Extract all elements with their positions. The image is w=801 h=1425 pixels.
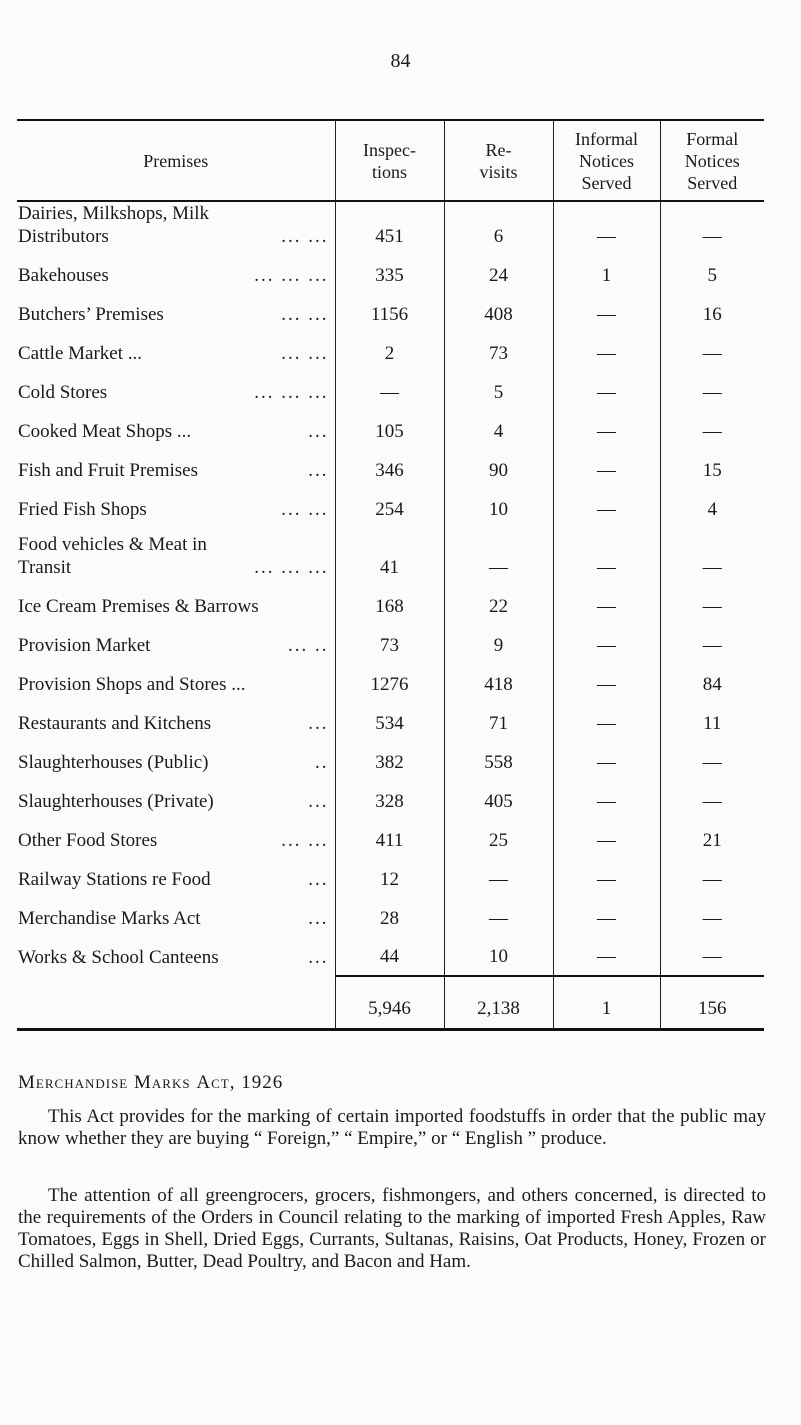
premises-name: Slaughterhouses (Private) ... [17, 781, 335, 820]
cell-informal: — [553, 820, 660, 859]
premises-name: Butchers’ Premises ... ... [17, 294, 335, 333]
premises-name: Fish and Fruit Premises ... [17, 450, 335, 489]
cell-formal: — [660, 859, 764, 898]
cell-formal: — [660, 898, 764, 937]
cell-revisits: 71 [444, 703, 553, 742]
cell-inspections: 328 [335, 781, 444, 820]
cell-revisits: 24 [444, 255, 553, 294]
table-row [17, 255, 764, 294]
cell-formal: — [660, 781, 764, 820]
cell-informal: — [553, 859, 660, 898]
premises-name: Bakehouses ... ... ... [17, 255, 335, 294]
cell-revisits: — [444, 528, 553, 586]
table-row [17, 898, 764, 937]
cell-inspections: 73 [335, 625, 444, 664]
total-formal-notices: 156 [660, 976, 764, 1029]
cell-inspections: 346 [335, 450, 444, 489]
cell-revisits: — [444, 898, 553, 937]
premises-name: Provision Market ... .. [17, 625, 335, 664]
table-row [17, 859, 764, 898]
cell-informal: — [553, 937, 660, 976]
table-row [17, 586, 764, 625]
premises-name: Provision Shops and Stores ... [18, 674, 246, 695]
cell-inspections: 1156 [335, 294, 444, 333]
premises-name: Other Food Stores ... ... [17, 820, 335, 859]
leader-dots: ... [308, 947, 329, 968]
cell-revisits: 10 [444, 937, 553, 976]
table-row [17, 411, 764, 450]
cell-revisits: 73 [444, 333, 553, 372]
cell-revisits: 9 [444, 625, 553, 664]
cell-revisits: 22 [444, 586, 553, 625]
premises-name: Restaurants and Kitchens ... [17, 703, 335, 742]
leader-dots: ... [308, 713, 329, 734]
cell-inspections: 1276 [335, 664, 444, 703]
cell-informal: — [553, 625, 660, 664]
cell-inspections: — [335, 372, 444, 411]
cell-revisits: — [444, 859, 553, 898]
premises-name: Slaughterhouses (Public) .. [17, 742, 335, 781]
premises-name: Cold Stores ... ... ... [17, 372, 335, 411]
cell-informal: — [553, 201, 660, 255]
cell-revisits: 408 [444, 294, 553, 333]
leader-dots: ... ... [281, 830, 329, 851]
cell-inspections: 28 [335, 898, 444, 937]
cell-inspections: 105 [335, 411, 444, 450]
cell-inspections: 534 [335, 703, 444, 742]
table-row [17, 625, 764, 664]
cell-formal: — [660, 201, 764, 255]
cell-revisits: 418 [444, 664, 553, 703]
cell-formal: — [660, 411, 764, 450]
inspections-table [17, 119, 764, 1031]
cell-formal: 11 [660, 703, 764, 742]
cell-formal: — [660, 742, 764, 781]
cell-informal: — [553, 411, 660, 450]
leader-dots: ... ... ... [254, 382, 329, 403]
leader-dots: ... [308, 869, 329, 890]
total-revisits: 2,138 [444, 976, 553, 1029]
premises-name: Works & School Canteens ... [17, 937, 335, 976]
leader-dots: ... ... [281, 499, 329, 520]
cell-inspections: 12 [335, 859, 444, 898]
cell-revisits: 5 [444, 372, 553, 411]
cell-informal: — [553, 664, 660, 703]
cell-informal: — [553, 450, 660, 489]
cell-revisits: 405 [444, 781, 553, 820]
cell-formal: 5 [660, 255, 764, 294]
cell-informal: — [553, 586, 660, 625]
cell-formal: — [660, 528, 764, 586]
cell-formal: 15 [660, 450, 764, 489]
leader-dots: ... [308, 421, 329, 442]
table-row [17, 201, 764, 255]
cell-revisits: 4 [444, 411, 553, 450]
cell-informal: — [553, 489, 660, 528]
premises-name: Cooked Meat Shops ... ... [17, 411, 335, 450]
total-inspections: 5,946 [335, 976, 444, 1029]
cell-inspections: 254 [335, 489, 444, 528]
header-revisits: Re- visits [444, 120, 553, 201]
table-row [17, 450, 764, 489]
premises-name: Fried Fish Shops ... ... [17, 489, 335, 528]
leader-dots: ... ... [281, 343, 329, 364]
cell-inspections: 44 [335, 937, 444, 976]
header-premises: Premises [17, 120, 335, 201]
cell-inspections: 411 [335, 820, 444, 859]
cell-informal: 1 [553, 255, 660, 294]
premises-name: Ice Cream Premises & Barrows [18, 596, 259, 617]
cell-informal: — [553, 742, 660, 781]
leader-dots: ... [308, 460, 329, 481]
cell-revisits: 90 [444, 450, 553, 489]
premises-name: Railway Stations re Food ... [17, 859, 335, 898]
cell-formal: — [660, 586, 764, 625]
premises-name: Dairies, Milkshops, Milk Distributors ... ... [17, 201, 335, 255]
table-row [17, 528, 764, 586]
cell-informal: — [553, 703, 660, 742]
table-row [17, 489, 764, 528]
total-informal-notices: 1 [553, 976, 660, 1029]
cell-formal: 4 [660, 489, 764, 528]
paragraph-act-purpose: This Act provides for the marking of certain imported foodstuffs in order that the public may know whether they are buying “ Foreign,” “ Empire,” or “ English ” produce. [18, 1106, 766, 1149]
leader-dots: ... ... ... [254, 557, 329, 578]
cell-inspections: 168 [335, 586, 444, 625]
header-formal-notices: Formal Notices Served [660, 120, 764, 201]
table-header-row [17, 120, 764, 201]
table-row [17, 333, 764, 372]
cell-informal: — [553, 528, 660, 586]
cell-revisits: 6 [444, 201, 553, 255]
leader-dots: ... ... ... [254, 265, 329, 286]
cell-informal: — [553, 781, 660, 820]
cell-informal: — [553, 333, 660, 372]
leader-dots: ... .. [288, 635, 329, 656]
cell-inspections: 41 [335, 528, 444, 586]
cell-formal: — [660, 333, 764, 372]
cell-revisits: 558 [444, 742, 553, 781]
premises-name: Food vehicles & Meat in Transit ... ... ... [17, 528, 335, 586]
cell-inspections: 451 [335, 201, 444, 255]
leader-dots: ... ... [281, 304, 329, 325]
cell-inspections: 2 [335, 333, 444, 372]
table-row [17, 937, 764, 976]
header-inspections: Inspec- tions [335, 120, 444, 201]
cell-revisits: 10 [444, 489, 553, 528]
cell-informal: — [553, 372, 660, 411]
leader-dots: .. [315, 752, 329, 773]
cell-informal: — [553, 898, 660, 937]
table-row [17, 664, 764, 703]
table-row [17, 742, 764, 781]
cell-formal: 84 [660, 664, 764, 703]
table-row [17, 294, 764, 333]
totals-row [17, 976, 764, 1029]
section-heading: Merchandise Marks Act, 1926 [18, 1072, 284, 1093]
leader-dots: ... [308, 908, 329, 929]
page-number: 84 [390, 50, 411, 72]
paragraph-requirements: The attention of all greengrocers, grocers, fishmongers, and others concerned, is directed to the requirements of the Orders in Council relating to the marking of imported Fresh Apples, Raw Tomatoes, Eggs in Shell, Dried Eggs, Currants, Sultanas, Raisins, Oat Products, Honey, Frozen or Chilled Salmon, Butter, Dead Poultry, and Bacon and Ham. [18, 1185, 766, 1272]
table-row [17, 781, 764, 820]
premises-name: Merchandise Marks Act ... [17, 898, 335, 937]
cell-formal: — [660, 937, 764, 976]
cell-inspections: 335 [335, 255, 444, 294]
table-row [17, 372, 764, 411]
cell-formal: 16 [660, 294, 764, 333]
cell-formal: — [660, 625, 764, 664]
table-row [17, 703, 764, 742]
cell-formal: 21 [660, 820, 764, 859]
header-informal-notices: Informal Notices Served [553, 120, 660, 201]
cell-informal: — [553, 294, 660, 333]
cell-formal: — [660, 372, 764, 411]
leader-dots: ... ... [281, 226, 329, 247]
leader-dots: ... [308, 791, 329, 812]
premises-name: Cattle Market ... ... ... [17, 333, 335, 372]
cell-revisits: 25 [444, 820, 553, 859]
table-row [17, 820, 764, 859]
cell-inspections: 382 [335, 742, 444, 781]
